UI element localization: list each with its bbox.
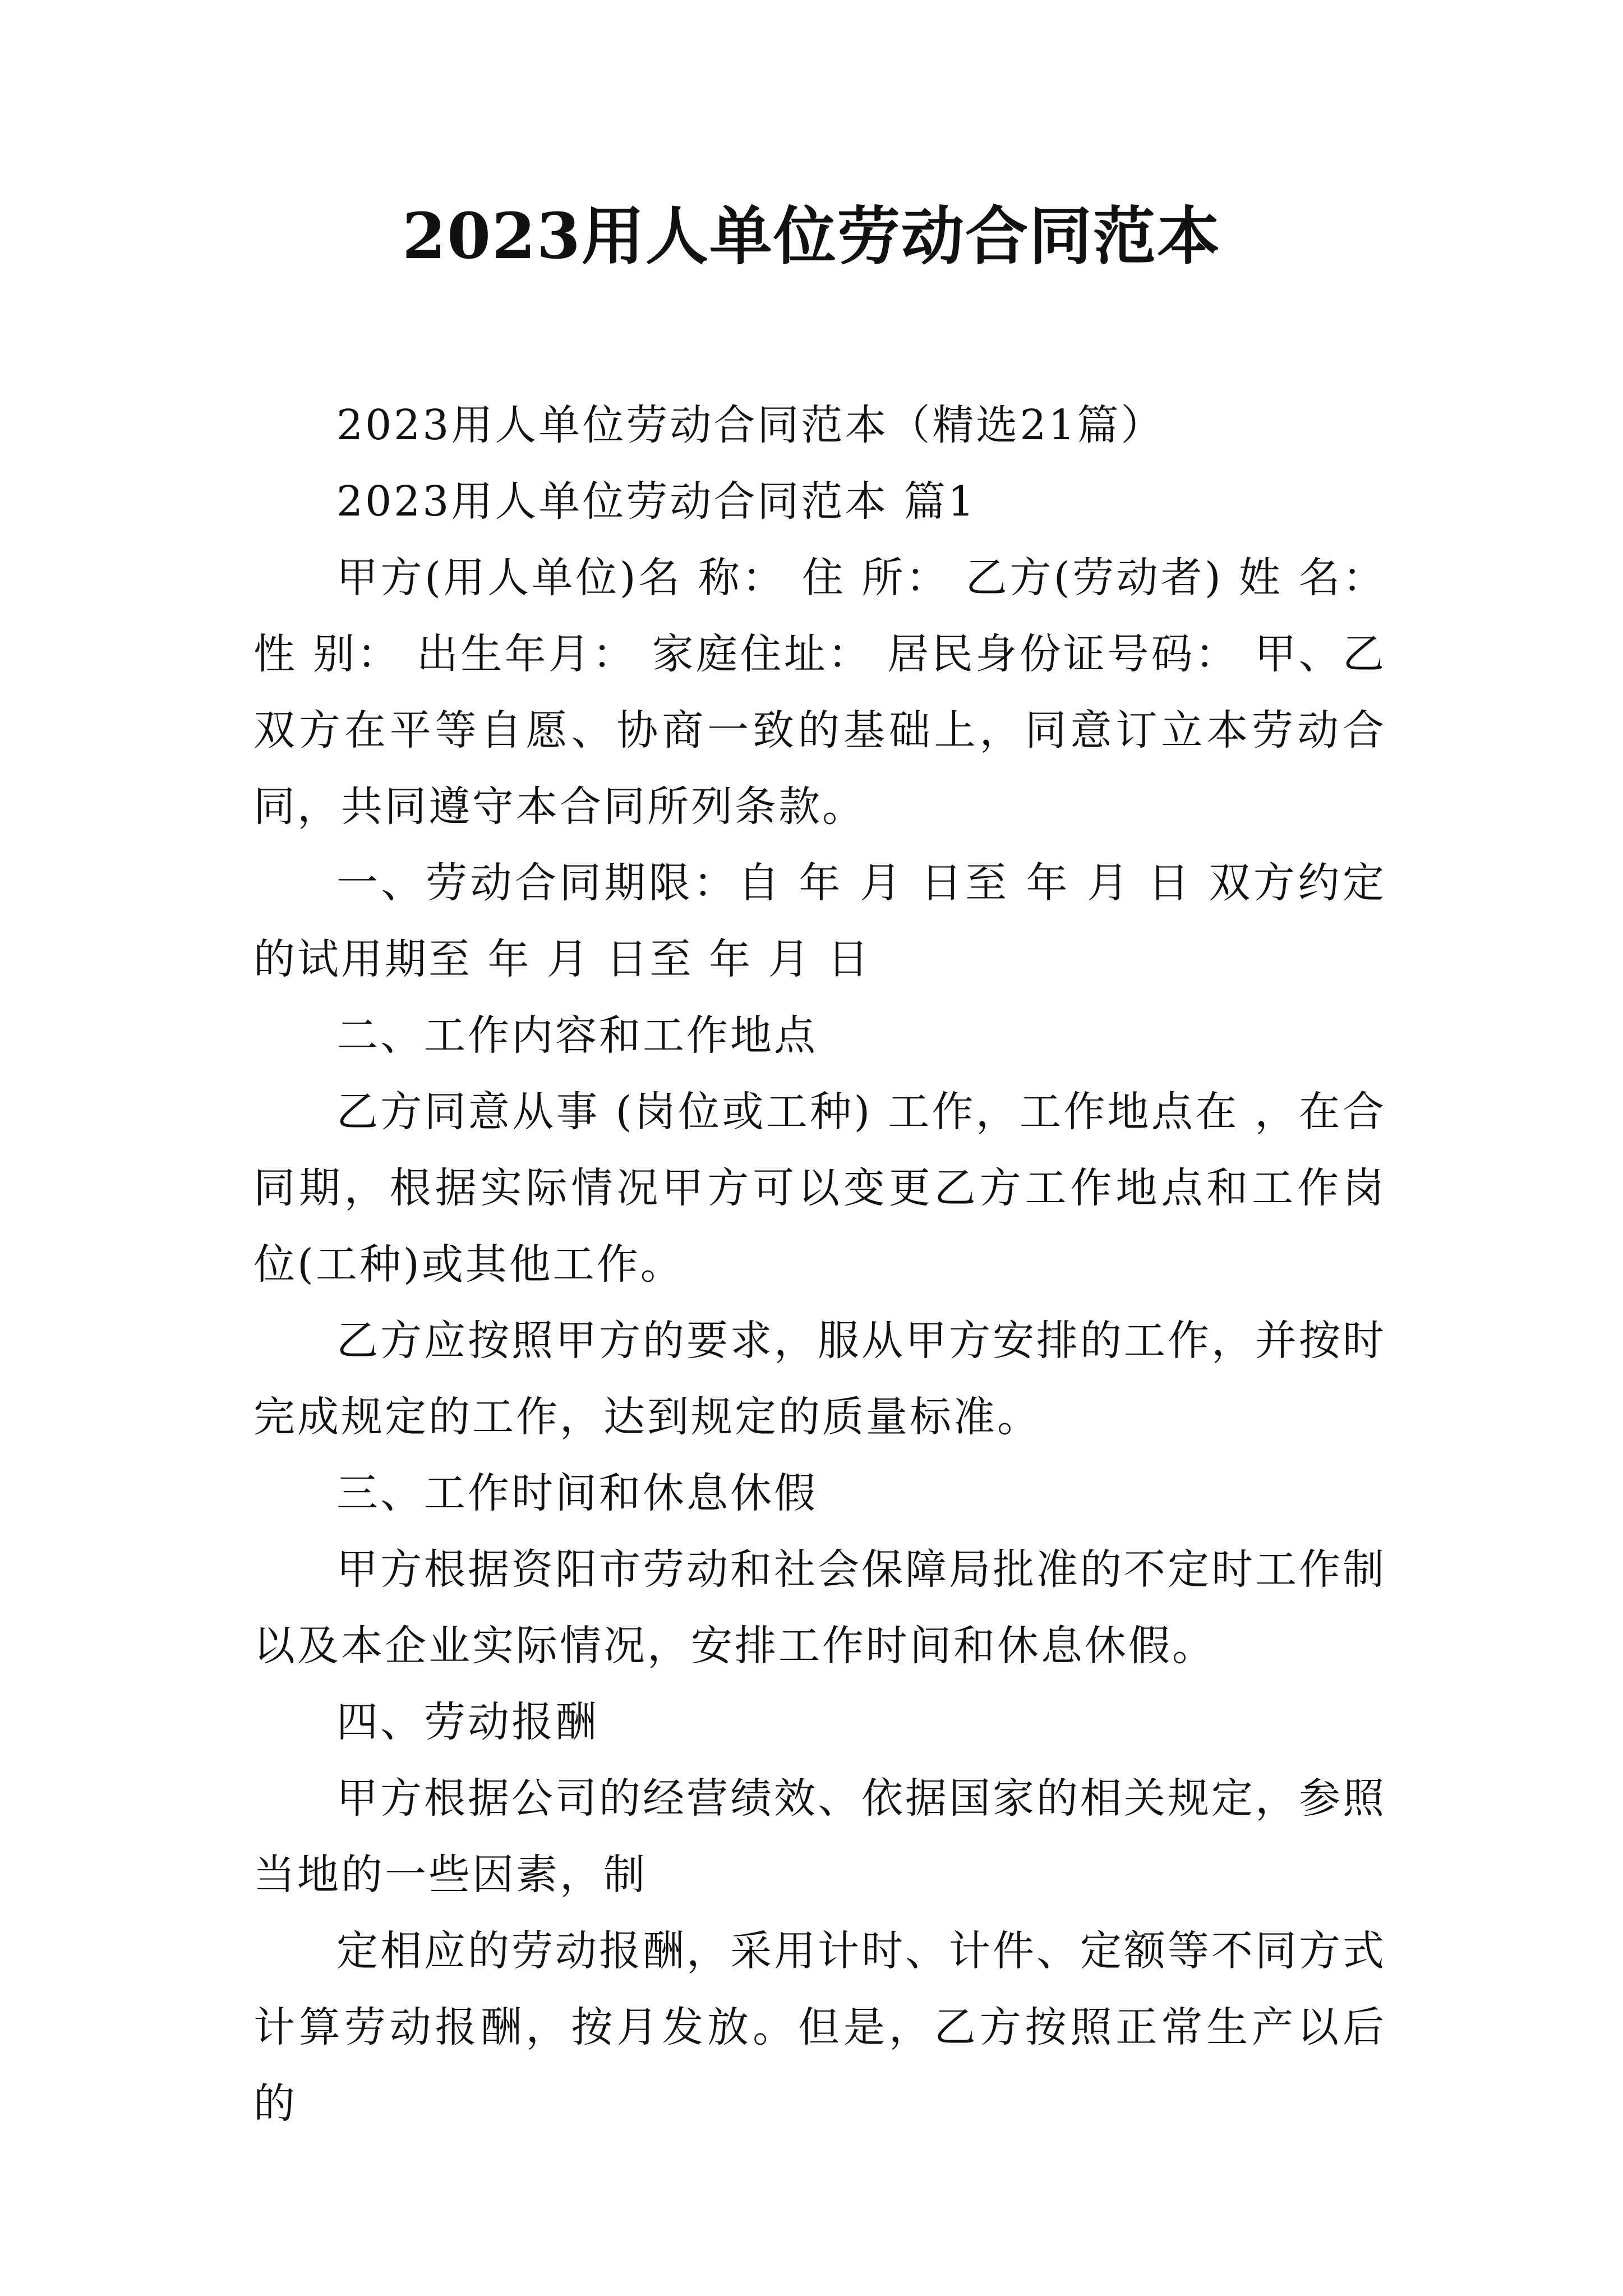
- paragraph-heading-work-content: 二、工作内容和工作地点: [336, 1011, 818, 1060]
- paragraph-heading-remuneration: 四、劳动报酬: [336, 1698, 599, 1746]
- paragraph-subtitle: 2023用人单位劳动合同范本（精选21篇）: [336, 401, 1165, 449]
- paragraph-contract-term: 一、劳动合同期限：自 年 月 日至 年 月 日 双方约定的试用期至 年 月 日至 年 月 日: [253, 859, 1386, 983]
- paragraph-remuneration-basis: 甲方根据公司的经营绩效、依据国家的相关规定，参照当地的一些因素，制: [253, 1774, 1386, 1899]
- document-title: 2023用人单位劳动合同范本: [402, 200, 1221, 273]
- paragraph-remuneration-method: 定相应的劳动报酬，采用计时、计件、定额等不同方式计算劳动报酬，按月发放。但是，乙方按照正常生产以后的: [253, 1927, 1386, 2128]
- paragraph-working-hours: 甲方根据资阳市劳动和社会保障局批准的不定时工作制以及本企业实际情况，安排工作时间和休息休假。: [253, 1545, 1386, 1670]
- document-body: [253, 387, 1386, 2142]
- paragraph-work-location: 乙方同意从事 (岗位或工种) 工作，工作地点在 ，在合同期，根据实际情况甲方可以变更乙方工作地点和工作岗位(工种)或其他工作。: [253, 1088, 1386, 1289]
- paragraph-parties: 甲方(用人单位)名 称： 住 所： 乙方(劳动者) 姓 名： 性 别： 出生年月： 家庭住址： 居民身份证号码： 甲、乙双方在平等自愿、协商一致的基础上，同意订立本劳动合同，共同遵守本合同所列条款。: [253, 554, 1386, 831]
- paragraph-heading-working-hours: 三、工作时间和休息休假: [336, 1469, 818, 1517]
- paragraph-section-heading: 2023用人单位劳动合同范本 篇1: [336, 477, 976, 526]
- paragraph-work-requirements: 乙方应按照甲方的要求，服从甲方安排的工作，并按时完成规定的工作，达到规定的质量标准。: [253, 1317, 1386, 1441]
